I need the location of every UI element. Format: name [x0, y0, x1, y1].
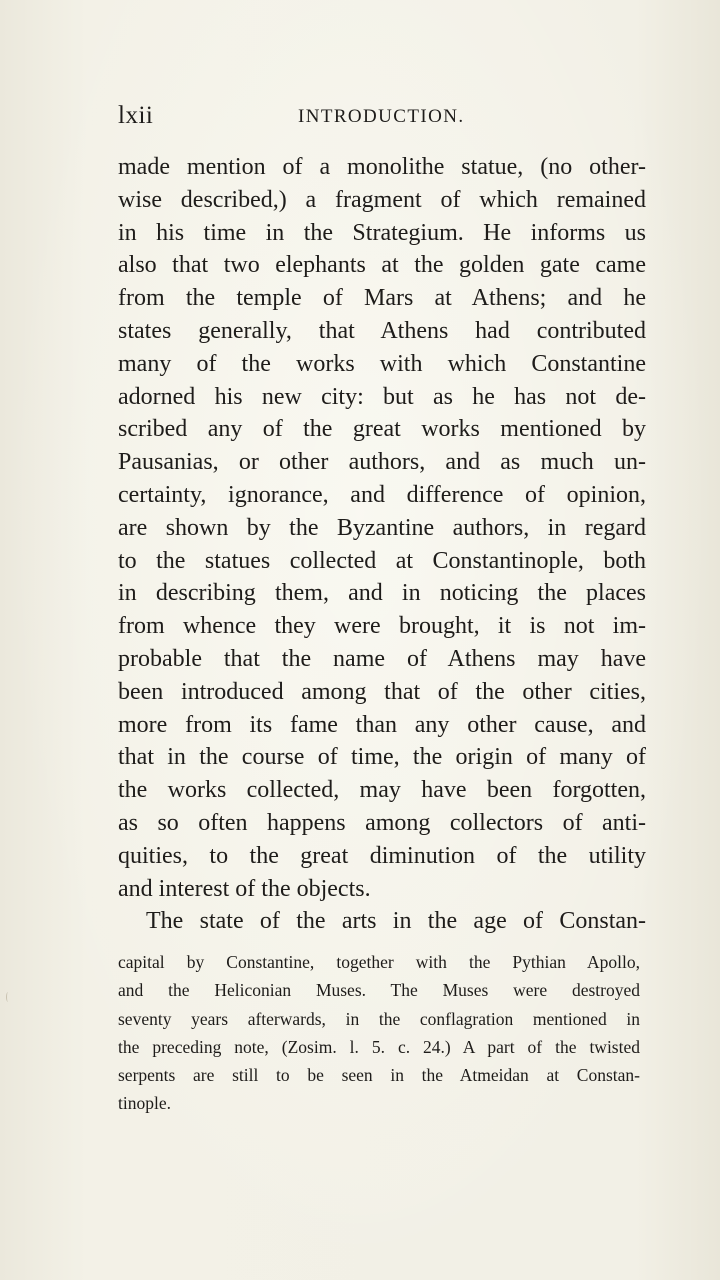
footnote [118, 948, 640, 1118]
main-text [118, 151, 646, 938]
running-head [118, 102, 648, 136]
text-line: the works collected, may have been forgotten, [118, 777, 646, 804]
text-line: scribed any of the great works mentioned by [118, 416, 646, 443]
running-title: INTRODUCTION. [298, 106, 465, 127]
text-line: certainty, ignorance, and difference of opinion, [118, 481, 646, 508]
text-line: to the statues collected at Constantinople, both [118, 547, 646, 574]
text-line: many of the works with which Constantine [118, 350, 646, 377]
text-line: made mention of a monolithe statue, (no other- [118, 154, 646, 180]
text-line: adorned his new city: but as he has not de- [118, 383, 646, 410]
text-line: from the temple of Mars at Athens; and he [118, 285, 646, 312]
page-number: lxii [118, 102, 154, 129]
text-line: from whence they were brought, it is not im- [118, 613, 646, 640]
footnote-line: capital by Constantine, together with the Pythian Apollo, [118, 952, 640, 972]
footnote-line: seventy years afterwards, in the conflagration mentioned in [118, 1008, 640, 1029]
text-line: are shown by the Byzantine authors, in regard [118, 514, 646, 541]
text-line: and interest of the objects. [118, 875, 371, 902]
text-line: that in the course of time, the origin of many of [118, 744, 646, 771]
text-line: been introduced among that of the other cities, [118, 678, 646, 705]
text-line: wise described,) a fragment of which remained [118, 186, 646, 213]
paper-mark [6, 992, 10, 1002]
text-line: states generally, that Athens had contributed [118, 317, 646, 344]
footnote-line: tinople. [118, 1093, 171, 1114]
text-line: in his time in the Strategium. He informs us [118, 219, 646, 246]
text-line: as so often happens among collectors of anti- [118, 809, 646, 836]
paragraph-start-line: The state of the arts in the age of Constan- [146, 908, 646, 935]
text-line: probable that the name of Athens may have [118, 645, 646, 672]
footnote-line: serpents are still to be seen in the Atmeidan at Constan- [118, 1065, 640, 1086]
text-line: in describing them, and in noticing the places [118, 580, 646, 607]
text-line: Pausanias, or other authors, and as much un- [118, 449, 646, 476]
footnote-line: the preceding note, (Zosim. l. 5. c. 24.) A part of the twisted [118, 1036, 640, 1057]
text-line: also that two elephants at the golden gate came [118, 252, 646, 279]
text-line: more from its fame than any other cause, and [118, 711, 646, 738]
footnote-line: and the Heliconian Muses. The Muses were destroyed [118, 980, 640, 1001]
text-line: quities, to the great diminution of the utility [118, 842, 646, 869]
